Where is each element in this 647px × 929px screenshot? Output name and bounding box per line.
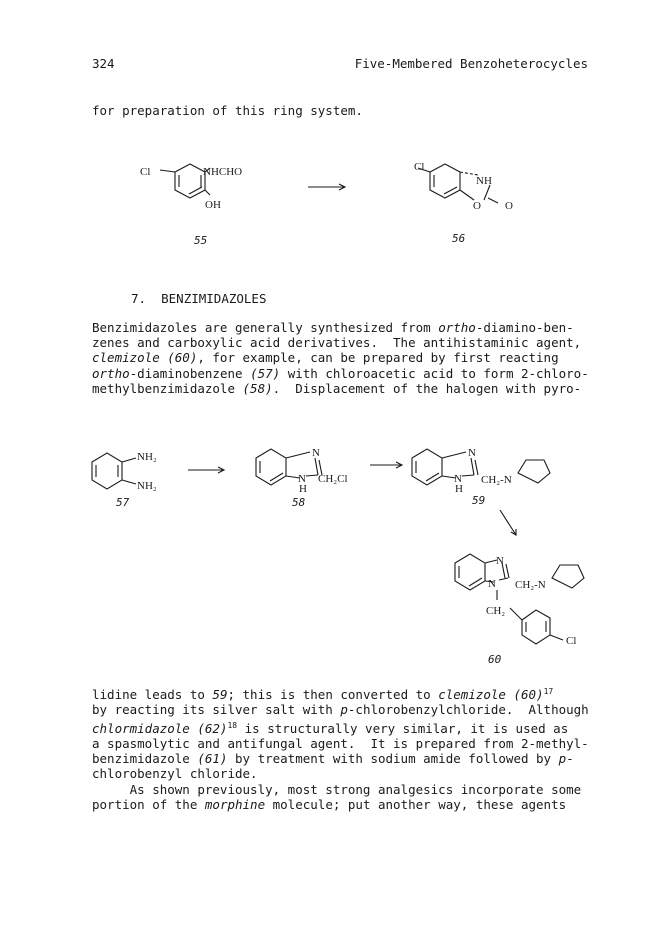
text-line: chlorobenzyl chloride. <box>92 766 258 782</box>
text-line: clemizole (60), for example, can be prepared by first reacting <box>92 350 559 366</box>
text-line: As shown previously, most strong analgesics incorporate some <box>92 781 582 797</box>
italic-text: ortho <box>92 365 130 381</box>
text-line: benzimidazole (61) by treatment with sodium amide followed by p- <box>92 751 574 767</box>
compound-label-55: 55 <box>194 234 208 247</box>
italic-text: morphine <box>204 796 266 812</box>
text-line: Benzimidazoles are generally synthesized from ortho-diamino-ben- <box>92 320 574 335</box>
text-line: for preparation of this ring system. <box>92 103 363 118</box>
atom-oh: OH <box>205 199 221 211</box>
atom-n: N <box>488 578 496 590</box>
intro-line <box>92 103 592 118</box>
atom-n: N <box>468 447 476 459</box>
compound-label-58: 58 <box>292 496 306 509</box>
structure-59 <box>412 447 550 495</box>
text-line: a spasmolytic and antifungal agent. It is prepared from 2-methyl- <box>92 735 589 751</box>
text-line: portion of the morphine molecule; put another way, these agents <box>92 796 567 812</box>
atom-cl: Cl <box>140 166 151 178</box>
italic-text: clemizole (60) <box>92 350 198 366</box>
compound-label-56: 56 <box>452 232 466 245</box>
italic-text: (61) <box>197 751 228 767</box>
structure-56 <box>414 161 513 212</box>
compound-label-57: 57 <box>116 496 130 509</box>
italic-text: p <box>340 702 348 718</box>
italic-text: p <box>558 751 567 767</box>
compound-label-60: 60 <box>488 653 502 666</box>
italic-text: chlormidazole (62) <box>92 720 228 736</box>
atom-nhcho: NHCHO <box>203 166 243 178</box>
atom-cl: Cl <box>566 635 577 647</box>
italic-text: ortho <box>438 320 476 335</box>
atom-cl: Cl <box>414 161 425 173</box>
paragraph-1 <box>92 320 592 396</box>
page-header <box>92 56 588 71</box>
running-title: Five-Membered Benzoheterocycles <box>354 56 588 71</box>
reaction-arrow-diagonal <box>500 510 516 535</box>
reaction-arrow <box>188 467 224 473</box>
atom-n: N <box>454 473 462 485</box>
reference-superscript: 17 <box>543 687 554 696</box>
atom-nh: NH <box>476 175 492 187</box>
compound-label-59: 59 <box>472 494 486 507</box>
reaction-arrow <box>308 184 345 190</box>
structure-60 <box>455 554 584 647</box>
group-ch2n: CH₂-N <box>515 579 546 591</box>
atom-h: H <box>455 483 463 495</box>
group-ch2cl: CH₂Cl <box>318 473 348 485</box>
page-number: 324 <box>92 56 115 71</box>
atom-n: N <box>298 473 306 485</box>
atom-n: N <box>496 555 504 567</box>
atom-h: H <box>299 483 307 495</box>
structure-58 <box>256 447 348 495</box>
group-ch2: CH₂ <box>486 605 506 617</box>
text-line: zenes and carboxylic acid derivatives. The antihistaminic agent, <box>92 335 582 351</box>
section-number: 7. <box>131 291 147 306</box>
atom-o: O <box>473 200 481 212</box>
text-line: by reacting its silver salt with p-chlorobenzylchloride. Although <box>92 702 589 718</box>
reaction-scheme-1 <box>0 150 647 260</box>
text-line: ortho-diaminobenzene (57) with chloroacetic acid to form 2-chloro- <box>92 365 589 381</box>
section-heading <box>131 291 266 306</box>
structure-57 <box>92 451 157 492</box>
group-ch2n: CH₂-N <box>481 474 512 486</box>
atom-o-carbonyl: O <box>505 200 513 212</box>
atom-nh2: NH₂ <box>137 480 157 492</box>
italic-text: 59 <box>212 687 228 703</box>
italic-text: clemizole (60) <box>438 687 544 703</box>
text-line: chlormidazole $(62)^{18}$ is structurally very similar, it is used as <box>92 720 569 736</box>
atom-n: N <box>312 447 320 459</box>
reference-superscript: 18 <box>227 720 238 730</box>
atom-nh2: NH₂ <box>137 451 157 463</box>
reaction-arrow <box>370 462 402 468</box>
text-line: methylbenzimidazole (58). Displacement of the halogen with pyro- <box>92 380 582 396</box>
text-line: lidine leads to 59; this is then converted to clemizole $(60)^{17}$ <box>92 687 554 703</box>
section-title: BENZIMIDAZOLES <box>161 291 267 306</box>
structure-55 <box>140 164 242 211</box>
italic-text: (57) <box>250 365 281 381</box>
paragraph-2 <box>92 684 592 812</box>
italic-text: (58) <box>242 380 273 396</box>
reaction-scheme-2 <box>0 420 647 670</box>
